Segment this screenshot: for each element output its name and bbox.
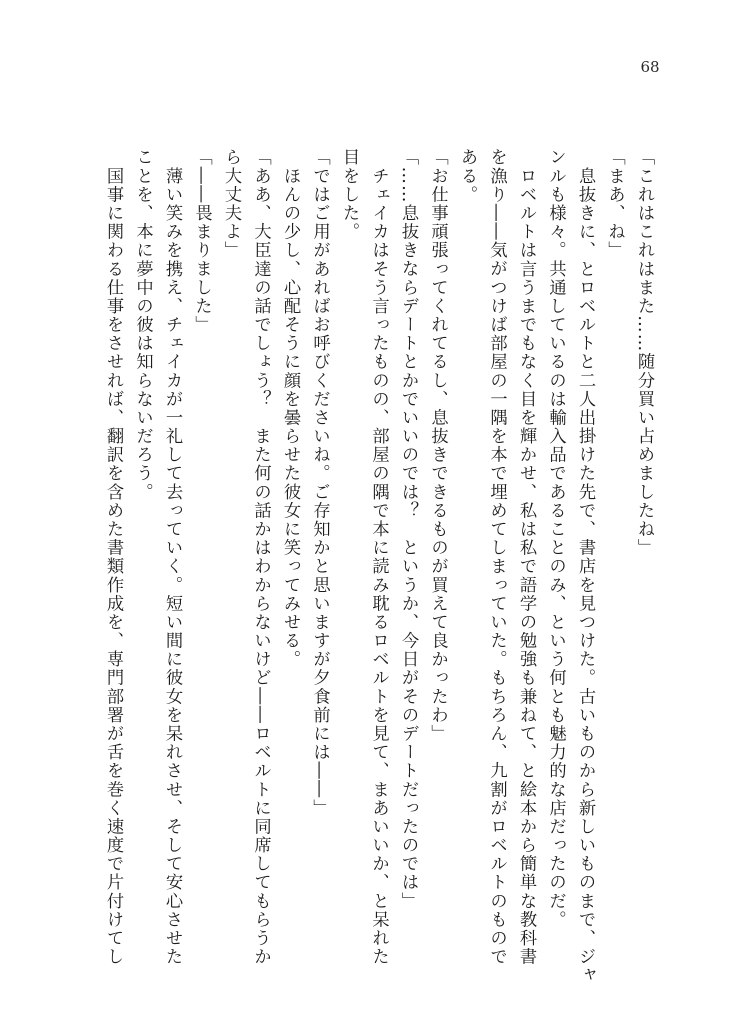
text-line: を漁り――気がつけば部屋の一隅を本で埋めてしまっていた。もちろん、九割がロベルトのもので bbox=[486, 148, 507, 966]
text-line: 「まあ、ね」 bbox=[604, 148, 625, 260]
text-line: ら大丈夫よ」 bbox=[221, 148, 241, 260]
text-line: ンルも様々。共通しているのは輸入品であることのみ、という何とも魅力的な店だったのだ。 bbox=[545, 148, 566, 929]
text-line: 息抜きに、とロベルトと二人出掛けた先で、書店を見つけた。古いものから新しいものまで、ジャ bbox=[575, 148, 595, 985]
text-line: ほんの少し、心配そうに顔を曇らせた彼女に笑ってみせる。 bbox=[280, 148, 300, 669]
text-line: 目をした。 bbox=[339, 148, 359, 241]
text-line: チェイカはそう言ったものの、部屋の隅で本に読み耽るロベルトを見て、まあいいか、と呆れた bbox=[368, 148, 389, 966]
text-line: ある。 bbox=[457, 148, 477, 204]
text-line: ロベルトは言うまでもなく目を輝かせ、私は私で語学の勉強も兼ねて、と絵本から簡単な教科書 bbox=[516, 148, 536, 966]
text-line: ことを、本に夢中の彼は知らないだろう。 bbox=[132, 148, 153, 502]
text-line: 国事に関わる仕事をさせれば、翻訳を含めた書類作成を、専門部署が舌を巻く速度で片付けてし bbox=[103, 148, 123, 966]
text-line: 「これはこれはまた……随分買い占めましたね」 bbox=[634, 148, 654, 557]
page-number: 68 bbox=[640, 58, 660, 76]
vertical-text-block bbox=[98, 148, 659, 1008]
text-line: 「ああ、大臣達の話でしょう？ また何の話かはわからないけど――ロベルトに同席してもらうか bbox=[250, 148, 271, 966]
text-line: 「――畏まりました」 bbox=[191, 148, 212, 334]
text-line: 「ではご用があればお呼びくださいね。ご存知かと思いますが夕食前には――」 bbox=[309, 148, 330, 818]
text-line: 「……息抜きならデートとかでいいのでは？ というか、今日がそのデートだったのでは」 bbox=[398, 148, 418, 911]
text-line: 「お仕事頑張ってくれてるし、息抜きできるものが買えて良かったわ」 bbox=[427, 148, 448, 743]
text-line: 薄い笑みを携え、チェイカが一礼して去っていく。短い間に彼女を呆れさせ、そして安心させた bbox=[162, 148, 182, 966]
